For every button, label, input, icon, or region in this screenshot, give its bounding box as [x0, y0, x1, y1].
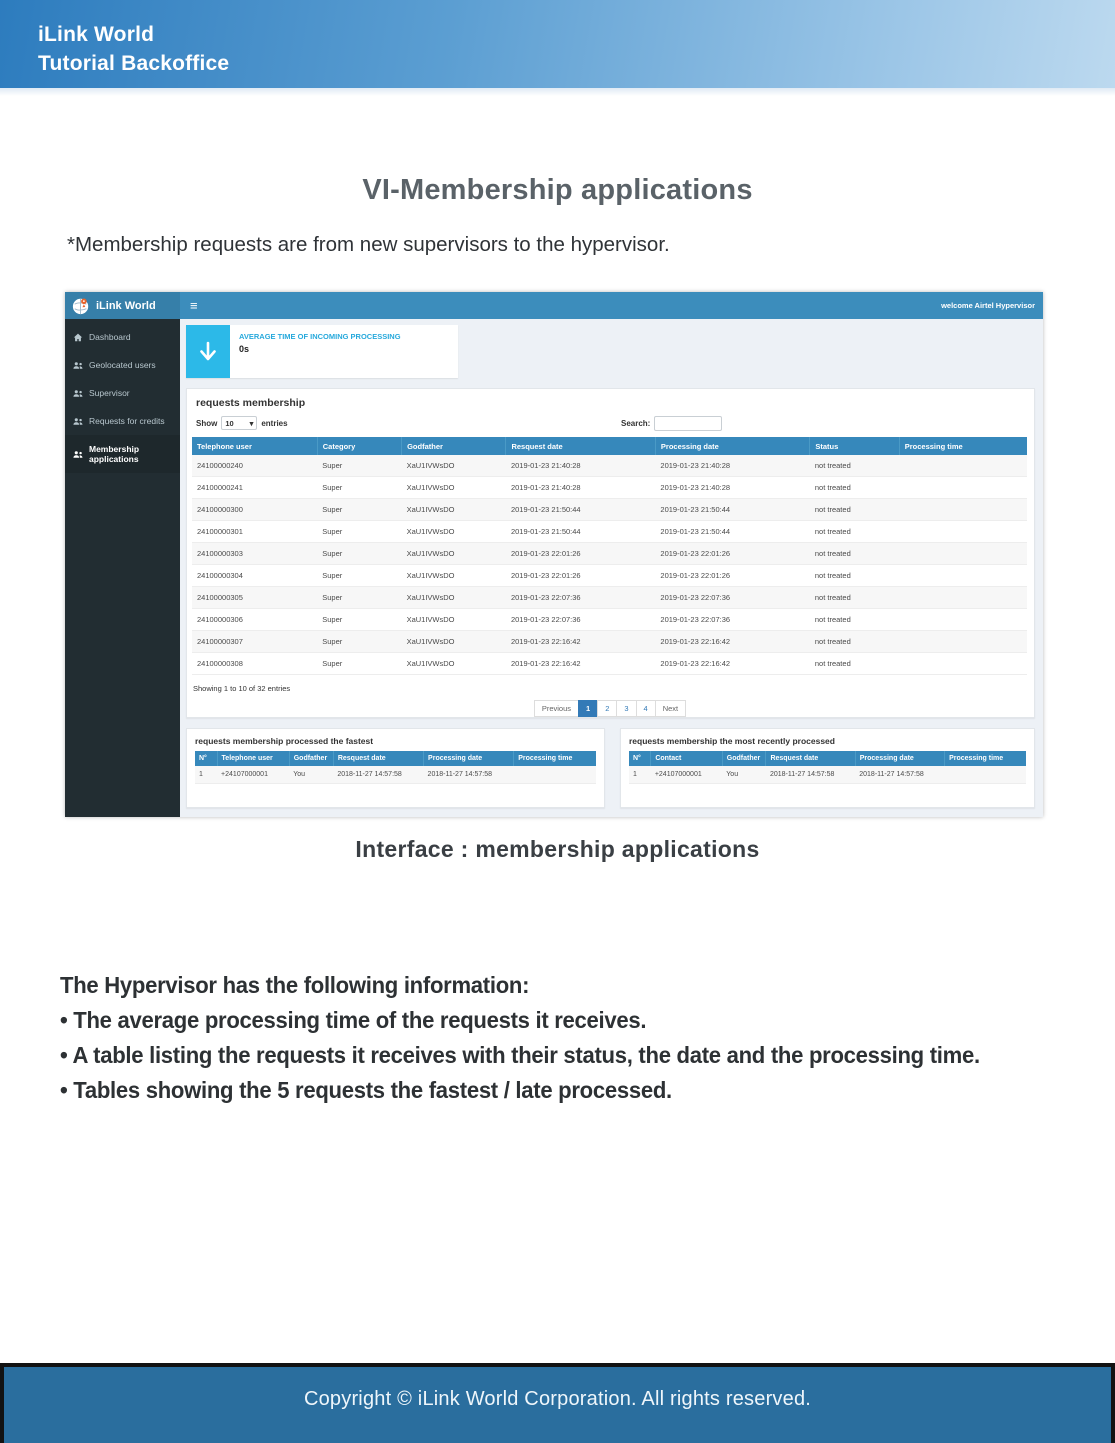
sidebar-item-label: Requests for credits: [89, 416, 165, 426]
table-cell: XaU1IVWsDO: [402, 631, 506, 653]
table-row: [192, 587, 1027, 609]
column-header-status[interactable]: Status: [810, 437, 899, 455]
table-cell: 2019-01-23 21:50:44: [655, 521, 809, 543]
table-cell: [899, 587, 1027, 609]
column-header-godfather[interactable]: Godfather: [402, 437, 506, 455]
table-cell: XaU1IVWsDO: [402, 455, 506, 477]
column-header-number[interactable]: N°: [629, 751, 651, 766]
app-topbar: [180, 292, 1043, 319]
column-header-number[interactable]: N°: [195, 751, 217, 766]
table-cell: not treated: [810, 455, 899, 477]
page-subtitle: *Membership requests are from new supervisors to the hypervisor.: [67, 233, 670, 256]
table-cell: not treated: [810, 499, 899, 521]
table-cell: [514, 766, 596, 784]
users-icon: [73, 361, 83, 370]
table-cell: Super: [317, 631, 401, 653]
table-cell: 2019-01-23 22:16:42: [506, 631, 655, 653]
table-row: [192, 609, 1027, 631]
copyright-text: Copyright © iLink World Corporation. All rights reserved.: [303, 1387, 812, 1410]
doc-header-line2: Tutorial Backoffice: [38, 52, 230, 75]
table-cell: Super: [317, 653, 401, 675]
table-cell: 2019-01-23 22:01:26: [655, 565, 809, 587]
menu-toggle-icon[interactable]: ≡: [190, 298, 198, 313]
column-header-processing-date[interactable]: Processing date: [855, 751, 944, 766]
requests-table-body: [192, 455, 1027, 675]
fastest-panel-title: requests membership processed the fastest: [195, 736, 374, 746]
table-cell: 1: [195, 766, 217, 784]
entries-label: entries: [261, 418, 288, 428]
table-cell: 2019-01-23 22:16:42: [506, 653, 655, 675]
table-row: [195, 766, 596, 784]
table-cell: 24100000304: [192, 565, 317, 587]
column-header-request-date[interactable]: Resquest date: [333, 751, 423, 766]
table-cell: 2019-01-23 22:16:42: [655, 631, 809, 653]
fastest-processed-panel: [186, 728, 605, 808]
table-cell: 2019-01-23 22:01:26: [655, 543, 809, 565]
sidebar: [65, 319, 180, 817]
sidebar-item-dashboard[interactable]: [65, 323, 180, 351]
table-cell: 24100000301: [192, 521, 317, 543]
entries-summary: Showing 1 to 10 of 32 entries: [193, 684, 291, 693]
pagination-next[interactable]: Next: [655, 700, 686, 717]
table-header-row: [192, 437, 1027, 455]
app-content: [180, 319, 1043, 817]
table-row: [192, 477, 1027, 499]
table-cell: 2019-01-23 21:40:28: [655, 455, 809, 477]
table-cell: 2019-01-23 21:50:44: [655, 499, 809, 521]
table-cell: not treated: [810, 565, 899, 587]
table-cell: Super: [317, 543, 401, 565]
column-header-contact[interactable]: Contact: [651, 751, 722, 766]
table-cell: 24100000306: [192, 609, 317, 631]
table-header-row: [195, 751, 596, 766]
welcome-text: welcome Airtel Hypervisor: [941, 301, 1035, 310]
table-header-row: [629, 751, 1026, 766]
table-cell: not treated: [810, 477, 899, 499]
header-divider: [0, 88, 1115, 96]
average-time-value: 0s: [239, 344, 250, 354]
column-header-processing-time[interactable]: Processing time: [514, 751, 596, 766]
table-cell: not treated: [810, 587, 899, 609]
table-cell: 24100000300: [192, 499, 317, 521]
pagination-page-1[interactable]: 1: [578, 700, 598, 717]
table-cell: [899, 609, 1027, 631]
column-header-request-date[interactable]: Resquest date: [766, 751, 855, 766]
pagination-page-2[interactable]: 2: [597, 700, 617, 717]
users-icon: [73, 417, 83, 426]
users-icon: [73, 389, 83, 398]
table-row: [192, 631, 1027, 653]
requests-membership-panel: [186, 388, 1035, 718]
table-cell: not treated: [810, 543, 899, 565]
search-label: Search:: [621, 419, 651, 428]
table-row: [192, 521, 1027, 543]
sidebar-item-requests-for-credits[interactable]: [65, 407, 180, 435]
table-cell: 24100000307: [192, 631, 317, 653]
table-cell: [899, 477, 1027, 499]
requests-table: [192, 437, 1027, 675]
column-header-telephone-user[interactable]: Telephone user: [192, 437, 317, 455]
table-cell: Super: [317, 609, 401, 631]
pagination-previous[interactable]: Previous: [534, 700, 579, 717]
table-cell: 2019-01-23 22:07:36: [655, 609, 809, 631]
column-header-processing-time[interactable]: Processing time: [945, 751, 1026, 766]
table-cell: 2018-11-27 14:57:58: [766, 766, 855, 784]
ilink-logo-icon: [72, 297, 90, 315]
recent-table-body: [629, 766, 1026, 784]
table-cell: not treated: [810, 609, 899, 631]
table-row: [192, 543, 1027, 565]
panel-title: requests membership: [196, 397, 306, 409]
table-cell: Super: [317, 455, 401, 477]
table-cell: 24100000305: [192, 587, 317, 609]
table-cell: 24100000303: [192, 543, 317, 565]
table-cell: You: [289, 766, 333, 784]
home-icon: [73, 333, 83, 342]
sidebar-item-label: Dashboard: [89, 332, 131, 342]
recent-table: [629, 751, 1026, 784]
app-brand[interactable]: [65, 292, 180, 319]
column-header-processing-time[interactable]: Processing time: [899, 437, 1027, 455]
table-cell: 2019-01-23 21:50:44: [506, 499, 655, 521]
bullet-item: • The average processing time of the requests it receives.: [60, 1007, 647, 1033]
fastest-table-body: [195, 766, 596, 784]
table-cell: You: [722, 766, 766, 784]
table-cell: not treated: [810, 521, 899, 543]
table-cell: 24100000241: [192, 477, 317, 499]
page-title: VI-Membership applications: [362, 174, 753, 206]
column-header-processing-date[interactable]: Processing date: [424, 751, 514, 766]
column-header-processing-date[interactable]: Processing date: [655, 437, 809, 455]
table-row: [192, 499, 1027, 521]
table-cell: 2018-11-27 14:57:58: [855, 766, 944, 784]
table-cell: [899, 543, 1027, 565]
table-cell: 1: [629, 766, 651, 784]
table-cell: 2019-01-23 22:07:36: [506, 609, 655, 631]
table-cell: not treated: [810, 653, 899, 675]
sidebar-item-label: Membership applications: [89, 444, 140, 464]
table-cell: XaU1IVWsDO: [402, 521, 506, 543]
app-brand-name: iLink World: [96, 299, 156, 312]
column-header-godfather[interactable]: Godfather: [289, 751, 333, 766]
entries-select-value: 10: [225, 418, 234, 428]
recently-processed-panel: [620, 728, 1035, 808]
column-header-godfather[interactable]: Godfather: [722, 751, 766, 766]
table-cell: 2018-11-27 14:57:58: [333, 766, 423, 784]
table-cell: XaU1IVWsDO: [402, 565, 506, 587]
table-cell: +24107000001: [651, 766, 722, 784]
column-header-telephone-user[interactable]: Telephone user: [217, 751, 289, 766]
table-cell: XaU1IVWsDO: [402, 499, 506, 521]
table-cell: +24107000001: [217, 766, 289, 784]
table-cell: Super: [317, 587, 401, 609]
table-cell: XaU1IVWsDO: [402, 653, 506, 675]
doc-header-line1: iLink World: [38, 23, 155, 46]
table-cell: 2019-01-23 22:16:42: [655, 653, 809, 675]
table-cell: Super: [317, 521, 401, 543]
screenshot-caption: Interface : membership applications: [355, 836, 760, 862]
doc-header: [0, 0, 1115, 88]
table-cell: 2019-01-23 22:01:26: [506, 543, 655, 565]
table-cell: XaU1IVWsDO: [402, 477, 506, 499]
bullet-item: • Tables showing the 5 requests the fastest / late processed.: [60, 1077, 672, 1103]
table-cell: [899, 631, 1027, 653]
table-cell: 2019-01-23 21:40:28: [655, 477, 809, 499]
app-screenshot: [65, 292, 1043, 817]
sidebar-item-membership-applications[interactable]: [65, 435, 180, 473]
table-cell: Super: [317, 477, 401, 499]
table-row: [192, 455, 1027, 477]
chevron-down-icon: ▾: [249, 418, 254, 428]
body-text: [60, 968, 1030, 1108]
table-row: [192, 565, 1027, 587]
sidebar-item-label: Geolocated users: [89, 360, 156, 370]
search-input[interactable]: [654, 416, 722, 431]
table-cell: [899, 455, 1027, 477]
pagination: [187, 698, 1034, 717]
entries-select[interactable]: [221, 416, 257, 430]
table-cell: XaU1IVWsDO: [402, 587, 506, 609]
column-header-request-date[interactable]: Resquest date: [506, 437, 655, 455]
table-cell: 24100000308: [192, 653, 317, 675]
table-cell: 2019-01-23 21:50:44: [506, 521, 655, 543]
table-cell: [899, 521, 1027, 543]
fastest-table: [195, 751, 596, 784]
table-cell: [899, 565, 1027, 587]
average-time-label: AVERAGE TIME OF INCOMING PROCESSING: [239, 332, 401, 341]
column-header-category[interactable]: Category: [317, 437, 401, 455]
table-cell: [899, 499, 1027, 521]
app-navbar: [65, 292, 1043, 319]
table-cell: 2019-01-23 22:07:36: [655, 587, 809, 609]
bullet-item: • A table listing the requests it receives with their status, the date and the processing time.: [60, 1042, 980, 1068]
table-cell: [945, 766, 1026, 784]
table-cell: 2019-01-23 22:01:26: [506, 565, 655, 587]
recent-panel-title: requests membership the most recently processed: [629, 736, 835, 746]
table-row: [192, 653, 1027, 675]
sidebar-item-geolocated-users[interactable]: [65, 351, 180, 379]
doc-footer: [0, 1363, 1115, 1443]
table-cell: XaU1IVWsDO: [402, 543, 506, 565]
show-label: Show: [196, 418, 218, 428]
table-cell: 2018-11-27 14:57:58: [424, 766, 514, 784]
table-cell: 24100000240: [192, 455, 317, 477]
table-cell: Super: [317, 565, 401, 587]
table-cell: 2019-01-23 22:07:36: [506, 587, 655, 609]
table-cell: XaU1IVWsDO: [402, 609, 506, 631]
pagination-page-4[interactable]: 4: [636, 700, 656, 717]
table-row: [629, 766, 1026, 784]
average-time-card: [186, 325, 458, 378]
pagination-page-3[interactable]: 3: [616, 700, 636, 717]
sidebar-item-supervisor[interactable]: [65, 379, 180, 407]
table-cell: Super: [317, 499, 401, 521]
sidebar-item-label: Supervisor: [89, 388, 130, 398]
table-cell: 2019-01-23 21:40:28: [506, 455, 655, 477]
arrow-down-icon: [186, 325, 230, 378]
table-cell: not treated: [810, 631, 899, 653]
body-intro: The Hypervisor has the following information:: [60, 972, 530, 998]
users-icon: [73, 450, 83, 459]
table-cell: 2019-01-23 21:40:28: [506, 477, 655, 499]
table-cell: [899, 653, 1027, 675]
